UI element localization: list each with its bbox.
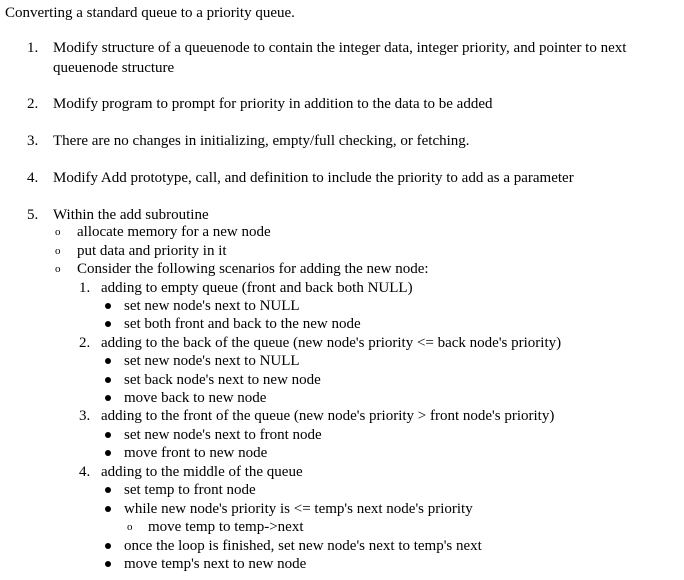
filled-bullet-icon: [105, 321, 111, 327]
filled-bullet-icon: [105, 303, 111, 309]
list-item: while new node's priority is <= temp's next node's priority: [124, 501, 473, 517]
filled-bullet-icon: [105, 561, 111, 567]
filled-bullet-icon: [105, 358, 111, 364]
filled-bullet-icon: [105, 487, 111, 493]
list-item: put data and priority in it: [77, 243, 227, 259]
step-number: 4.: [27, 170, 39, 186]
step-number: 1.: [27, 40, 39, 56]
open-circle-bullet-icon: o: [55, 263, 61, 275]
scenario-number: 3.: [79, 408, 91, 424]
filled-bullet-icon: [105, 543, 111, 549]
open-circle-bullet-icon: o: [55, 226, 61, 238]
list-item: set both front and back to the new node: [124, 316, 361, 332]
list-item: Consider the following scenarios for adding the new node:: [77, 261, 429, 277]
step-number: 2.: [27, 96, 39, 112]
filled-bullet-icon: [105, 450, 111, 456]
step-number: 3.: [27, 133, 39, 149]
filled-bullet-icon: [105, 432, 111, 438]
list-item: set new node's next to front node: [124, 427, 322, 443]
scenario-text: adding to the middle of the queue: [101, 464, 303, 480]
step-text: Within the add subroutine: [53, 207, 209, 223]
list-item: once the loop is finished, set new node's next to temp's next: [124, 538, 482, 554]
scenario-text: adding to the back of the queue (new node's priority <= back node's priority): [101, 335, 562, 351]
nested-list-item: move temp to temp->next: [148, 519, 304, 535]
list-item: move front to new node: [124, 445, 268, 461]
list-item: allocate memory for a new node: [77, 224, 271, 240]
step-number: 5.: [27, 207, 39, 223]
filled-bullet-icon: [105, 506, 111, 512]
list-item: set new node's next to NULL: [124, 298, 300, 314]
step-text: There are no changes in initializing, empty/full checking, or fetching.: [53, 133, 470, 149]
filled-bullet-icon: [105, 395, 111, 401]
scenario-number: 4.: [79, 464, 91, 480]
list-item: move temp's next to new node: [124, 556, 307, 572]
scenario-text: adding to empty queue (front and back both NULL): [101, 280, 413, 296]
scenario-text: adding to the front of the queue (new node's priority > front node's priority): [101, 408, 555, 424]
step-text: Modify structure of a queuenode to contain the integer data, integer priority, and pointer to next queuenode structure: [53, 40, 627, 76]
filled-bullet-icon: [105, 377, 111, 383]
step-text: Modify Add prototype, call, and definition to include the priority to add as a parameter: [53, 170, 574, 186]
step-text: Modify program to prompt for priority in addition to the data to be added: [53, 96, 493, 112]
scenario-number: 1.: [79, 280, 91, 296]
list-item: set back node's next to new node: [124, 372, 321, 388]
open-circle-bullet-icon: o: [55, 245, 61, 257]
list-item: set temp to front node: [124, 482, 256, 498]
scenario-number: 2.: [79, 335, 91, 351]
list-item: move back to new node: [124, 390, 267, 406]
page-title: Converting a standard queue to a priority queue.: [5, 5, 295, 21]
list-item: set new node's next to NULL: [124, 353, 300, 369]
open-circle-bullet-icon: o: [127, 521, 133, 533]
